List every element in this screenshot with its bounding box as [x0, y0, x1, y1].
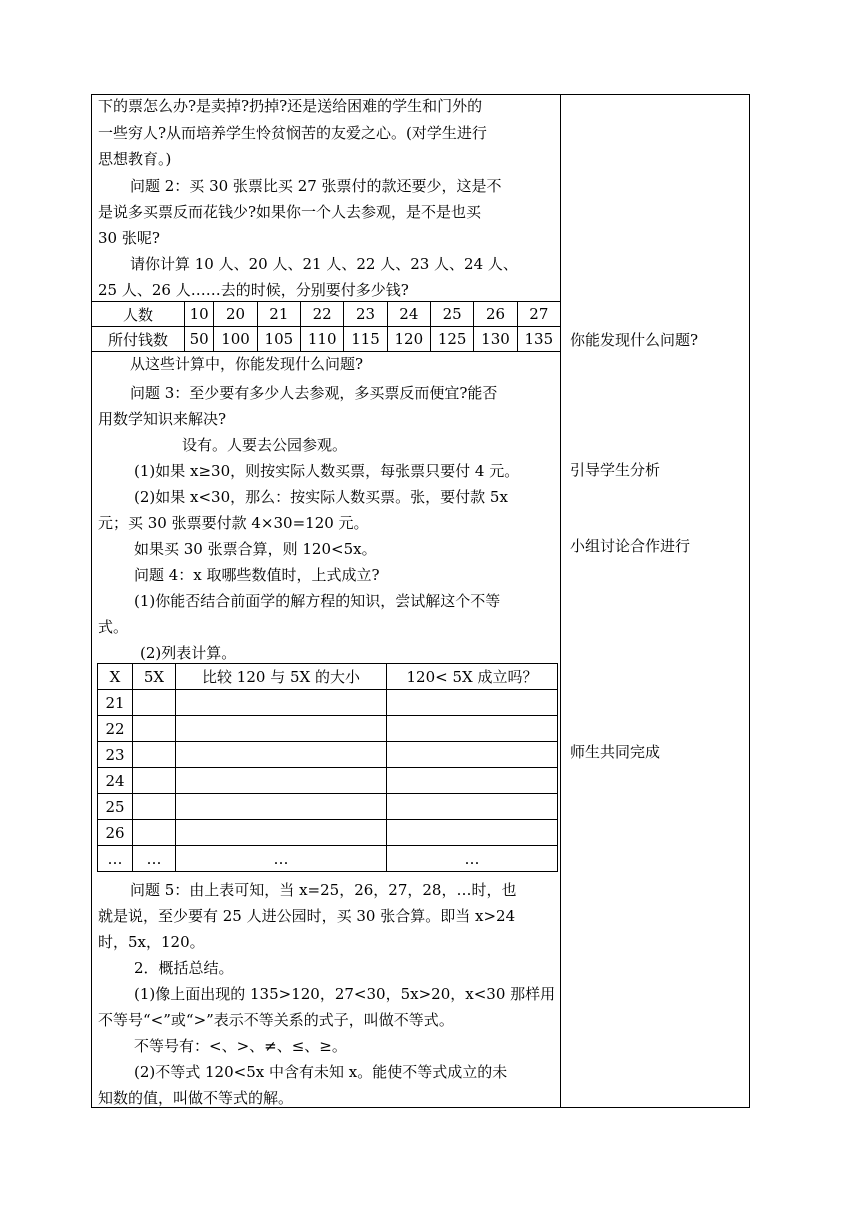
price-table: [91, 301, 561, 352]
table-cell: 22: [98, 716, 133, 742]
paragraph-line: 25 人、26 人……去的时候，分别要付多少钱?: [98, 281, 409, 299]
note-find-problem: 你能发现什么问题?: [570, 331, 699, 349]
table-cell: 110: [301, 327, 344, 352]
table-cell: 人数: [92, 302, 185, 327]
table-row: [98, 820, 558, 846]
table-row: [98, 768, 558, 794]
paragraph-line: (2)列表计算。: [140, 644, 237, 662]
table-cell: 21: [257, 302, 300, 327]
paragraph-line: 2．概括总结。: [134, 959, 234, 977]
table-cell: 135: [517, 327, 560, 352]
table-cell: 24: [387, 302, 430, 327]
table-cell: 125: [431, 327, 474, 352]
paragraph-line: 用数学知识来解决?: [98, 410, 227, 428]
table-cell: 100: [214, 327, 257, 352]
paragraph-line: 式。: [98, 618, 129, 636]
note-group-discussion: 小组讨论合作进行: [570, 537, 691, 555]
table-cell: 50: [185, 327, 214, 352]
table-row: [98, 794, 558, 820]
paragraph-line: 就是说，至少要有 25 人进公园时，买 30 张合算。即当 x>24: [98, 907, 516, 925]
table-cell: 130: [474, 327, 517, 352]
table-cell: …: [176, 846, 387, 872]
note-guide-analysis: 引导学生分析: [570, 461, 661, 479]
paragraph-line: 知数的值，叫做不等式的解。: [98, 1089, 294, 1107]
table-cell: …: [98, 846, 133, 872]
column-divider: [560, 94, 561, 1108]
table-row: [92, 302, 561, 327]
table-cell: 120: [387, 327, 430, 352]
table-cell: 24: [98, 768, 133, 794]
paragraph-line: 设有。人要去公园参观。: [182, 436, 348, 454]
paragraph-line: 请你计算 10 人、20 人、21 人、22 人、23 人、24 人、: [130, 255, 518, 273]
table-header-row: [98, 664, 558, 690]
table-cell: 105: [257, 327, 300, 352]
table-header: 5X: [133, 664, 176, 690]
compare-table: [97, 663, 558, 872]
paragraph-line: 问题 4：x 取哪些数值时，上式成立?: [134, 566, 380, 584]
paragraph-line: 是说多买票反而花钱少?如果你一个人去参观，是不是也买: [98, 203, 482, 221]
paragraph-line: 问题 2：买 30 张票比买 27 张票付的款还要少，这是不: [130, 177, 502, 195]
paragraph-line: 30 张呢?: [98, 229, 160, 247]
paragraph-line: 不等号有：<、>、≠、≤、≥。: [134, 1037, 347, 1055]
table-row: [98, 742, 558, 768]
paragraph-line: (2)不等式 120<5x 中含有未知 x。能使不等式成立的未: [134, 1063, 508, 1081]
note-complete-together: 师生共同完成: [570, 743, 661, 761]
table-header: X: [98, 664, 133, 690]
paragraph-line: (1)你能否结合前面学的解方程的知识，尝试解这个不等: [134, 592, 501, 610]
paragraph-line: 思想教育。): [98, 150, 172, 168]
table-cell: …: [387, 846, 558, 872]
table-cell: 27: [517, 302, 560, 327]
table-cell: 23: [98, 742, 133, 768]
paragraph-line: 下的票怎么办?是卖掉?扔掉?还是送给困难的学生和门外的: [98, 97, 483, 115]
table-cell: 26: [98, 820, 133, 846]
table-row: [98, 846, 558, 872]
table-row: [98, 690, 558, 716]
table-cell: 23: [344, 302, 387, 327]
paragraph-line: 元；买 30 张票要付款 4×30=120 元。: [98, 514, 369, 532]
paragraph-line: 不等号“<”或“>”表示不等关系的式子，叫做不等式。: [98, 1011, 454, 1029]
table-cell: 21: [98, 690, 133, 716]
paragraph-line: 时，5x，120。: [98, 933, 205, 951]
table-cell: 22: [301, 302, 344, 327]
table-cell: 10: [185, 302, 214, 327]
paragraph-line: 从这些计算中，你能发现什么问题?: [130, 355, 364, 373]
table-header: 120< 5X 成立吗？: [387, 664, 558, 690]
table-cell: 115: [344, 327, 387, 352]
table-row: [98, 716, 558, 742]
table-cell: 25: [98, 794, 133, 820]
table-row: [92, 327, 561, 352]
paragraph-line: 一些穷人?从而培养学生怜贫悯苦的友爱之心。(对学生进行: [98, 124, 487, 142]
paragraph-line: 如果买 30 张票合算，则 120<5x。: [134, 540, 377, 558]
paragraph-line: (2)如果 x<30，那么：按实际人数买票。张，要付款 5x: [134, 488, 508, 506]
paragraph-line: (1)像上面出现的 135>120，27<30，5x>20，x<30 那样用: [134, 985, 556, 1003]
table-cell: 26: [474, 302, 517, 327]
paragraph-line: 问题 3：至少要有多少人去参观，多买票反而便宜?能否: [130, 384, 498, 402]
table-cell: 25: [431, 302, 474, 327]
table-cell: 20: [214, 302, 257, 327]
paragraph-line: (1)如果 x≥30，则按实际人数买票，每张票只要付 4 元。: [134, 462, 520, 480]
table-cell: 所付钱数: [92, 327, 185, 352]
paragraph-line: 问题 5：由上表可知，当 x=25，26，27，28，…时，也: [130, 881, 517, 899]
table-header: 比较 120 与 5X 的大小: [176, 664, 387, 690]
table-cell: …: [133, 846, 176, 872]
